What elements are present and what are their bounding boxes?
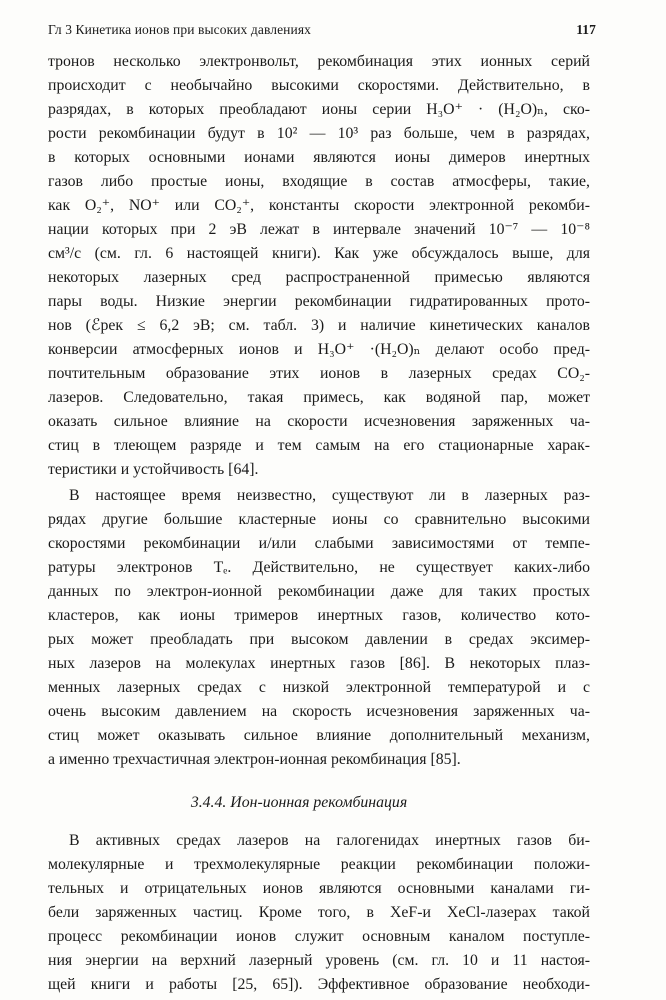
text-line: а именно трехчастичная электрон-ионная рекомбинация [85]. [48,751,461,768]
text-line: пары воды. Низкие энергии рекомбинации гидратированных прото- [48,293,590,310]
text-line: данных по электрон-ионной рекомбинации даже для таких простых [48,583,590,600]
text-line: рых может преобладать при высоком давлении в средах эксимер- [48,631,590,648]
text-line: бели заряженных частиц. Кроме того, в XeF-и XeCl-лазерах такой [48,904,590,921]
text-line: менных лазерных средах с низкой электронной температурой и с [48,679,590,696]
text-line: происходит с необычайно высокими скоростями. Действительно, в [48,77,590,94]
text-line: некоторых лазерных сред распространенной примесью являются [48,269,590,286]
text-line: в которых основными ионами являются ионы димеров инертных [48,149,590,166]
text-line: тронов несколько электронвольт, рекомбинация этих ионных серий [48,53,590,70]
running-header [48,22,596,42]
section-heading: 3.4.4. Ион-ионная рекомбинация [190,794,408,811]
text-line: В активных средах лазеров на галогенидах инертных газов би- [69,832,590,849]
text-line: конверсии атмосферных ионов и H₃O⁺ ·(H₂O)ₙ делают особо пред- [48,341,590,358]
text-line: газов либо простые ионы, входящие в состав атмосферы, такие, [48,173,590,190]
text-line: очень высоким давлением на скорость исчезновения заряженных ча- [48,703,590,720]
text-line: лазеров. Следовательно, такая примесь, как водяной пар, может [48,389,590,406]
text-line: стиц может оказывать сильное влияние дополнительный механизм, [48,727,590,744]
text-line: оказать сильное влияние на скорости исчезновения заряженных ча- [48,413,590,430]
text-line: нов (ℰрек ≤ 6,2 эВ; см. табл. 3) и наличие кинетических каналов [48,317,590,334]
text-line: стиц в тлеющем разряде и тем самым на его стационарные харак- [48,437,590,454]
text-line: щей книги и работы [25, 65]). Эффективное образование необходи- [48,976,590,993]
text-line: почтительным образование этих ионов в лазерных средах CO₂- [48,365,590,382]
text-line: нации которых при 2 эВ лежат в интервале значений 10⁻⁷ — 10⁻⁸ [48,221,590,238]
text-line: ния энергии на верхний лазерный уровень (см. гл. 10 и 11 настоя- [48,952,590,969]
text-line: ных лазеров на молекулах инертных газов [86]. В некоторых плаз- [48,655,590,672]
text-line: как O₂⁺, NO⁺ или CO₂⁺, константы скорости электронной рекомби- [48,197,590,214]
page-number: 117 [576,22,596,37]
text-line: молекулярные и трехмолекулярные реакции рекомбинации положи- [48,856,590,873]
text-line: рости рекомбинации будут в 10² — 10³ раз больше, чем в разрядах, [48,125,590,142]
text-line: ратуры электронов Tₑ. Действительно, не существует каких-либо [48,559,590,576]
text-line: скоростями рекомбинации и/или слабыми зависимостями от темпе- [48,535,590,552]
text-line: теристики и устойчивость [64]. [48,461,259,478]
text-line: тельных и отрицательных ионов являются основными каналами ги- [48,880,590,897]
running-title: Гл 3 Кинетика ионов при высоких давлениях [48,22,311,37]
text-line: разрядах, в которых преобладают ионы серии H₃O⁺ · (H₂O)ₙ, ско- [48,101,590,118]
text-line: см³/с (см. гл. 6 настоящей книги). Как уже обсуждалось выше, для [48,245,590,262]
text-line: кластеров, как ионы тримеров инертных газов, количество кото- [48,607,590,624]
text-line: рядах другие большие кластерные ионы со сравнительно высокими [48,511,590,528]
text-line: процесс рекомбинации ионов служит основным каналом поступле- [48,928,590,945]
text-line: В настоящее время неизвестно, существуют ли в лазерных раз- [69,487,590,504]
